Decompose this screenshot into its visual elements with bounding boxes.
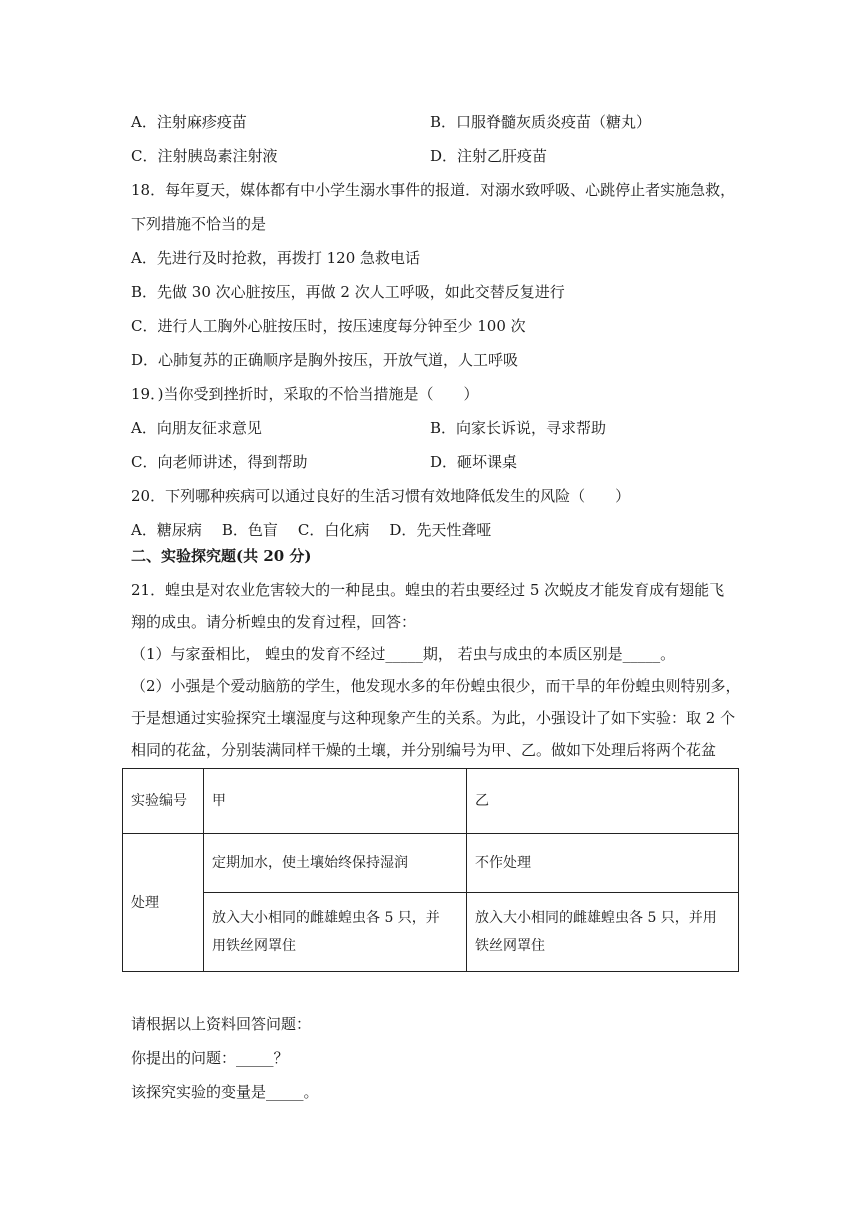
jia-treatment-2-line1: 放入大小相同的雌雄蝗虫各 5 只，并 <box>212 910 440 926</box>
q18-stem-line1: 18．每年夏天，媒体都有中小学生溺水事件的报道．对溺水致呼吸、心跳停止者实施急救， <box>131 181 736 199</box>
question-prompt: 你提出的问题：_____？ <box>131 1049 289 1067</box>
q17-option-a: A．注射麻疹疫苗 <box>131 113 247 131</box>
q21-part2-line3: 相同的花盆，分别装满同样干燥的土壤，并分别编号为甲、乙。做如下处理后将两个花盆 <box>131 741 717 759</box>
section-heading: 二、实验探究题(共 20 分) <box>131 547 312 565</box>
table-row <box>123 893 739 972</box>
variable-prompt: 该探究实验的变量是_____。 <box>131 1083 319 1101</box>
q21-part2-line2: 于是想通过实验探究土壤湿度与这种现象产生的关系。为此，小强设计了如下实验：取 2 个 <box>131 709 736 727</box>
q17-option-b: B．口服脊髓灰质炎疫苗（糖丸） <box>430 113 652 131</box>
q21-part1: （1）与家蚕相比， 蝗虫的发育不经过_____期， 若虫与成虫的本质区别是_____。 <box>131 645 676 663</box>
q18-stem-line2: 下列措施不恰当的是 <box>131 215 267 233</box>
jia-treatment-2-line2: 用铁丝网罩住 <box>212 938 296 954</box>
header-jia-cell: 甲 <box>204 769 467 834</box>
jia-treatment-2 <box>204 893 467 972</box>
yi-treatment-2 <box>467 893 739 972</box>
table-row <box>123 834 739 893</box>
experiment-table <box>122 768 739 972</box>
yi-treatment-1: 不作处理 <box>467 834 739 893</box>
q21-stem-line2: 翔的成虫。请分析蝗虫的发育过程，回答： <box>131 613 417 631</box>
table-header-row <box>123 769 739 834</box>
q20-stem: 20．下列哪种疾病可以通过良好的生活习惯有效地降低发生的风险（ ） <box>131 487 631 505</box>
q18-option-b: B．先做 30 次心脏按压，再做 2 次人工呼吸，如此交替反复进行 <box>131 283 565 301</box>
jia-treatment-1: 定期加水，使土壤始终保持湿润 <box>204 834 467 893</box>
answer-prompt: 请根据以上资料回答问题： <box>131 1015 312 1033</box>
yi-treatment-2-line1: 放入大小相同的雌雄蝗虫各 5 只，并用 <box>475 910 717 926</box>
q18-option-a: A．先进行及时抢救，再拨打 120 急救电话 <box>131 249 421 267</box>
q20-option-d: D．先天性聋哑 <box>389 521 492 539</box>
q19-stem: 19．)当你受到挫折时，采取的不恰当措施是（ ） <box>131 385 479 403</box>
treatment-label-cell: 处理 <box>123 834 204 972</box>
q17-option-d: D．注射乙肝疫苗 <box>430 147 548 165</box>
q20-option-b: B．色盲 <box>221 521 278 539</box>
q19-option-d: D．砸坏课桌 <box>430 453 518 471</box>
header-yi-cell: 乙 <box>467 769 739 834</box>
q21-stem-line1: 21．蝗虫是对农业危害较大的一种昆虫。蝗虫的若虫要经过 5 次蜕皮才能发育成有翅能飞 <box>131 581 725 599</box>
q19-option-c: C．向老师讲述，得到帮助 <box>131 453 308 471</box>
header-label-cell: 实验编号 <box>123 769 204 834</box>
q20-option-c: C．白化病 <box>297 521 370 539</box>
q20-options <box>131 520 511 540</box>
q17-option-c: C．注射胰岛素注射液 <box>131 147 278 165</box>
q20-option-a: A．糖尿病 <box>131 521 202 539</box>
q21-part2-line1: （2）小强是个爱动脑筋的学生，他发现水多的年份蝗虫很少，而干旱的年份蝗虫则特别多， <box>131 677 741 695</box>
q19-option-b: B．向家长诉说，寻求帮助 <box>430 419 607 437</box>
q18-option-d: D．心肺复苏的正确顺序是胸外按压，开放气道，人工呼吸 <box>131 351 519 369</box>
q18-option-c: C．进行人工胸外心脏按压时，按压速度每分钟至少 100 次 <box>131 317 526 335</box>
yi-treatment-2-line2: 铁丝网罩住 <box>475 938 545 954</box>
q19-option-a: A．向朋友征求意见 <box>131 419 262 437</box>
